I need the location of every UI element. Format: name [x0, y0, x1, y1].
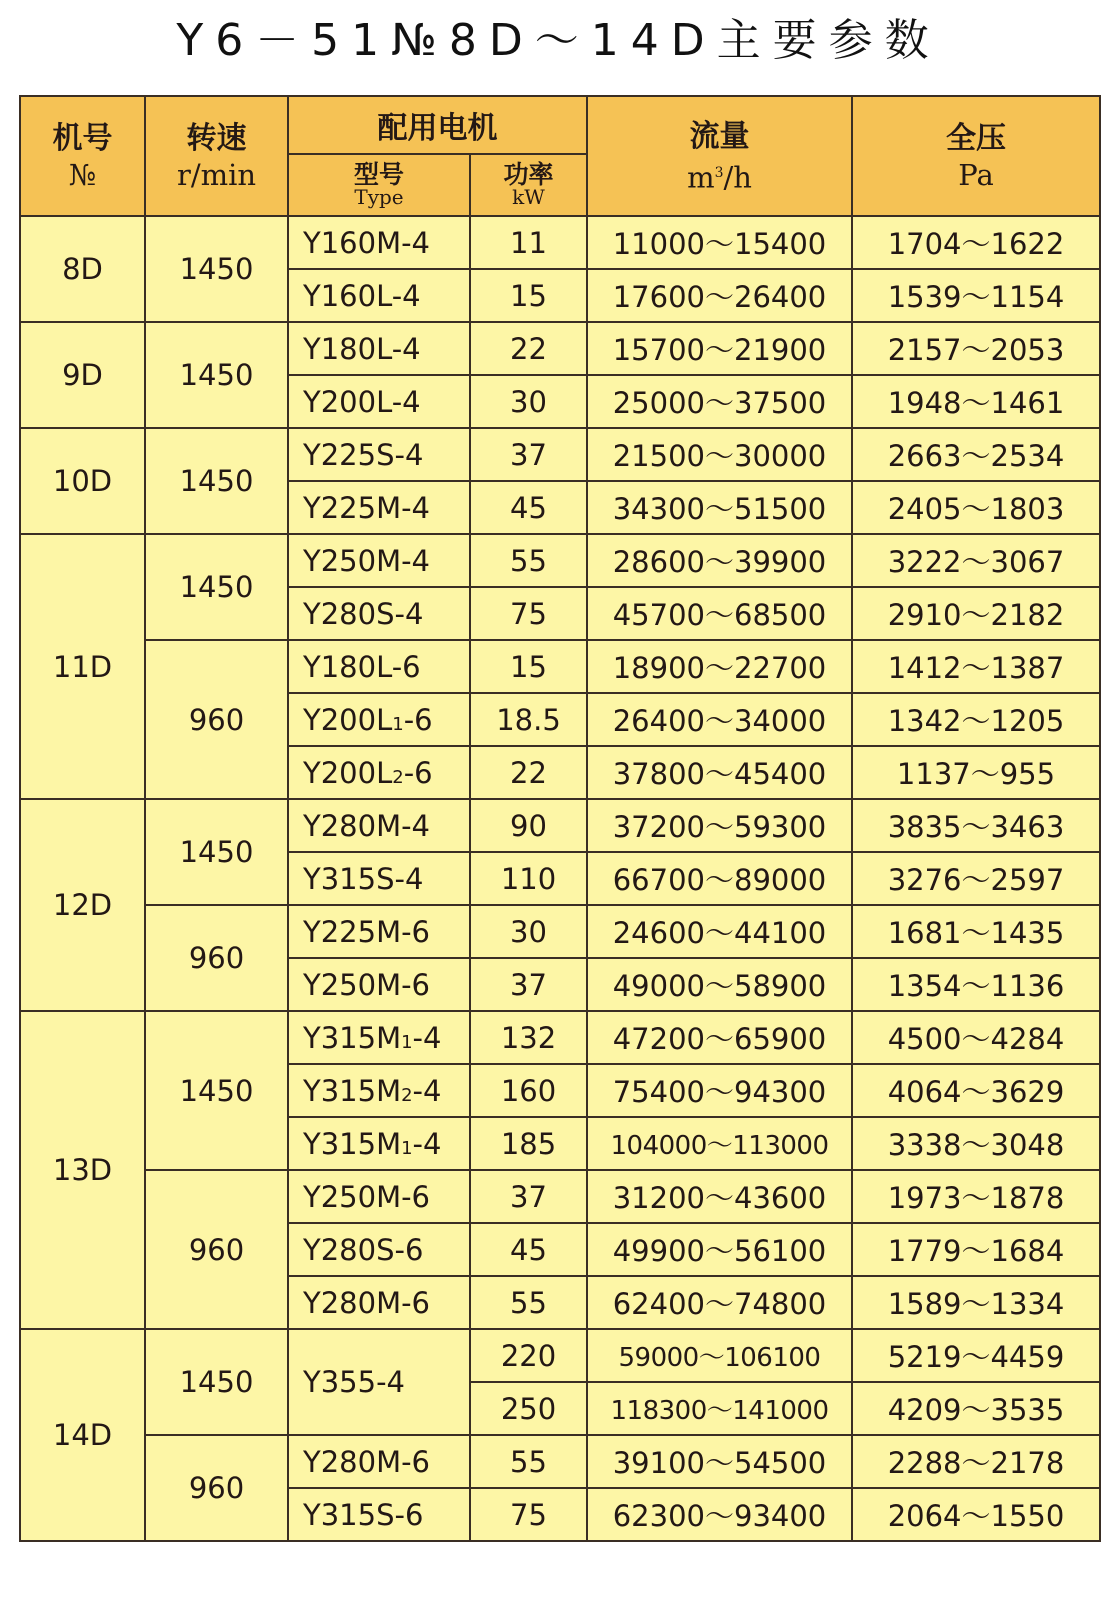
- power-cell: 110: [470, 852, 587, 905]
- motor-type-cell: [288, 269, 470, 322]
- power-cell: 22: [470, 322, 587, 375]
- flow-cell: 34300～51500: [587, 481, 852, 534]
- motor-type-cell: [288, 1170, 470, 1223]
- speed-cell: 960: [145, 1435, 288, 1541]
- speed-cell: 1450: [145, 799, 288, 905]
- table-row: [20, 640, 1100, 693]
- motor-type-cell: [288, 1064, 470, 1117]
- table-header: [20, 96, 1100, 216]
- pressure-cell: 3222～3067: [852, 534, 1100, 587]
- motor-type-suffix: -6: [403, 755, 433, 790]
- page-title: Y6－51№8D～14D主要参数: [176, 15, 941, 66]
- motor-type-cell: [288, 534, 470, 587]
- pressure-cell: 1354～1136: [852, 958, 1100, 1011]
- motor-type-cell: [288, 693, 470, 746]
- motor-type-text: Y160M-4: [303, 225, 431, 260]
- flow-cell: 118300～141000: [587, 1382, 852, 1435]
- pressure-cell: 4064～3629: [852, 1064, 1100, 1117]
- flow-cell: 62300～93400: [587, 1488, 852, 1541]
- power-cell: 15: [470, 640, 587, 693]
- table-row: [20, 216, 1100, 269]
- flow-cell: 28600～39900: [587, 534, 852, 587]
- pressure-cell: 1539～1154: [852, 269, 1100, 322]
- motor-type-cell: [288, 587, 470, 640]
- motor-type-cell: [288, 1435, 470, 1488]
- pressure-cell: 1973～1878: [852, 1170, 1100, 1223]
- flow-cell: 31200～43600: [587, 1170, 852, 1223]
- power-cell: 30: [470, 905, 587, 958]
- speed-cell: 1450: [145, 216, 288, 322]
- power-cell: 75: [470, 1488, 587, 1541]
- flow-cell: 49000～58900: [587, 958, 852, 1011]
- motor-type-subscript: 1: [401, 1137, 413, 1159]
- flow-cell: 15700～21900: [587, 322, 852, 375]
- pressure-cell: 1589～1334: [852, 1276, 1100, 1329]
- motor-type-text: Y200L: [303, 702, 393, 737]
- power-cell: 30: [470, 375, 587, 428]
- table-row: [20, 1011, 1100, 1064]
- pressure-cell: 1779～1684: [852, 1223, 1100, 1276]
- power-cell: 45: [470, 1223, 587, 1276]
- machine-no-cell: 11D: [20, 534, 145, 799]
- pressure-cell: 5219～4459: [852, 1329, 1100, 1382]
- motor-type-cell: [288, 1011, 470, 1064]
- pressure-cell: 2663～2534: [852, 428, 1100, 481]
- table-row: [20, 799, 1100, 852]
- motor-type-text: Y200L-4: [303, 384, 421, 419]
- motor-type-cell: [288, 1488, 470, 1541]
- motor-type-text: Y180L-4: [303, 331, 421, 366]
- machine-no-cell: 12D: [20, 799, 145, 1011]
- motor-type-text: Y225M-6: [303, 914, 431, 949]
- pressure-cell: 4209～3535: [852, 1382, 1100, 1435]
- pressure-cell: 3835～3463: [852, 799, 1100, 852]
- power-cell: 75: [470, 587, 587, 640]
- pressure-cell: 1342～1205: [852, 693, 1100, 746]
- motor-type-subscript: 2: [401, 1084, 413, 1106]
- flow-unit: $m^3/h$: [687, 160, 752, 195]
- power-cell: 185: [470, 1117, 587, 1170]
- motor-type-text: Y160L-4: [303, 278, 421, 313]
- table-body: [20, 216, 1100, 1541]
- motor-type-text: Y315M: [303, 1020, 402, 1055]
- motor-type-cell: [288, 428, 470, 481]
- motor-type-cell: [288, 746, 470, 799]
- header-model: 型号 Type: [288, 154, 470, 216]
- pressure-cell: 1704～1622: [852, 216, 1100, 269]
- pressure-cell: 2405～1803: [852, 481, 1100, 534]
- table-row: [20, 1329, 1100, 1382]
- power-cell: 37: [470, 958, 587, 1011]
- motor-type-cell: [288, 852, 470, 905]
- motor-type-subscript: 2: [392, 766, 404, 788]
- header-motor: 配用电机: [288, 96, 587, 154]
- motor-type-text: Y225S-4: [303, 437, 424, 472]
- flow-cell: 24600～44100: [587, 905, 852, 958]
- flow-cell: 21500～30000: [587, 428, 852, 481]
- power-cell: 55: [470, 1276, 587, 1329]
- motor-type-subscript: 1: [392, 713, 404, 735]
- table-row: [20, 428, 1100, 481]
- motor-type-subscript: 1: [401, 1031, 413, 1053]
- table-row: [20, 905, 1100, 958]
- flow-cell: 49900～56100: [587, 1223, 852, 1276]
- motor-type-cell: [288, 1223, 470, 1276]
- speed-cell: 960: [145, 640, 288, 799]
- motor-type-cell: [288, 640, 470, 693]
- header-pressure: 全压 Pa: [852, 96, 1100, 216]
- header-speed: 转速 r/min: [145, 96, 288, 216]
- motor-type-suffix: -4: [412, 1020, 442, 1055]
- power-cell: 55: [470, 534, 587, 587]
- parameters-table: [19, 95, 1101, 1542]
- power-cell: 22: [470, 746, 587, 799]
- motor-type-cell: [288, 1276, 470, 1329]
- power-cell: 90: [470, 799, 587, 852]
- motor-type-cell: [288, 322, 470, 375]
- motor-type-text: Y280S-6: [303, 1232, 424, 1267]
- flow-cell: 18900～22700: [587, 640, 852, 693]
- header-machine-no: 机号 №: [20, 96, 145, 216]
- flow-cell: 39100～54500: [587, 1435, 852, 1488]
- table-row: [20, 1170, 1100, 1223]
- machine-no-cell: 9D: [20, 322, 145, 428]
- flow-cell: 59000～106100: [587, 1329, 852, 1382]
- flow-cell: 37200～59300: [587, 799, 852, 852]
- motor-type-cell: [288, 958, 470, 1011]
- flow-cell: 11000～15400: [587, 216, 852, 269]
- motor-type-cell: [288, 905, 470, 958]
- motor-type-text: Y250M-6: [303, 967, 431, 1002]
- motor-type-text: Y315M: [303, 1073, 402, 1108]
- motor-type-cell: [288, 799, 470, 852]
- flow-cell: 47200～65900: [587, 1011, 852, 1064]
- motor-type-text: Y315S-6: [303, 1497, 424, 1532]
- flow-cell: 25000～37500: [587, 375, 852, 428]
- motor-type-cell: [288, 1117, 470, 1170]
- flow-cell: 37800～45400: [587, 746, 852, 799]
- header-power: 功率 kW: [470, 154, 587, 216]
- header-flow: 流量 $m^3/h$: [587, 96, 852, 216]
- pressure-cell: 4500～4284: [852, 1011, 1100, 1064]
- speed-cell: 1450: [145, 1329, 288, 1435]
- pressure-cell: 2064～1550: [852, 1488, 1100, 1541]
- flow-cell: 66700～89000: [587, 852, 852, 905]
- power-cell: 160: [470, 1064, 587, 1117]
- pressure-cell: 3276～2597: [852, 852, 1100, 905]
- pressure-cell: 1137～955: [852, 746, 1100, 799]
- flow-cell: 26400～34000: [587, 693, 852, 746]
- pressure-cell: 1681～1435: [852, 905, 1100, 958]
- pressure-cell: 2157～2053: [852, 322, 1100, 375]
- motor-type-cell: [288, 375, 470, 428]
- motor-type-text: Y280M-6: [303, 1285, 431, 1320]
- motor-type-cell: [288, 216, 470, 269]
- table-row: [20, 534, 1100, 587]
- motor-type-text: Y280M-6: [303, 1444, 431, 1479]
- motor-type-text: Y280M-4: [303, 808, 431, 843]
- motor-type-text: Y315S-4: [303, 861, 424, 896]
- motor-type-suffix: -4: [412, 1073, 442, 1108]
- motor-type-text: Y250M-6: [303, 1179, 431, 1214]
- motor-type-text: Y280S-4: [303, 596, 424, 631]
- motor-type-cell: [288, 1329, 470, 1435]
- machine-no-cell: 8D: [20, 216, 145, 322]
- power-cell: 45: [470, 481, 587, 534]
- motor-type-text: Y315M: [303, 1126, 402, 1161]
- speed-cell: 1450: [145, 428, 288, 534]
- power-cell: 15: [470, 269, 587, 322]
- motor-type-text: Y180L-6: [303, 649, 421, 684]
- table-row: [20, 1435, 1100, 1488]
- power-cell: 37: [470, 428, 587, 481]
- power-cell: 37: [470, 1170, 587, 1223]
- motor-type-text: Y250M-4: [303, 543, 431, 578]
- speed-cell: 1450: [145, 322, 288, 428]
- power-cell: 220: [470, 1329, 587, 1382]
- flow-cell: 62400～74800: [587, 1276, 852, 1329]
- power-cell: 250: [470, 1382, 587, 1435]
- speed-cell: 960: [145, 1170, 288, 1329]
- flow-cell: 45700～68500: [587, 587, 852, 640]
- power-cell: 55: [470, 1435, 587, 1488]
- power-cell: 18.5: [470, 693, 587, 746]
- pressure-cell: 1948～1461: [852, 375, 1100, 428]
- power-cell: 132: [470, 1011, 587, 1064]
- motor-type-cell: [288, 481, 470, 534]
- motor-type-text: Y225M-4: [303, 490, 431, 525]
- flow-cell: 17600～26400: [587, 269, 852, 322]
- speed-cell: 1450: [145, 1011, 288, 1170]
- speed-cell: 960: [145, 905, 288, 1011]
- motor-type-suffix: -4: [412, 1126, 442, 1161]
- machine-no-cell: 14D: [20, 1329, 145, 1541]
- pressure-cell: 2288～2178: [852, 1435, 1100, 1488]
- motor-type-suffix: -6: [403, 702, 433, 737]
- flow-cell: 104000～113000: [587, 1117, 852, 1170]
- machine-no-cell: 13D: [20, 1011, 145, 1329]
- pressure-cell: 1412～1387: [852, 640, 1100, 693]
- speed-cell: 1450: [145, 534, 288, 640]
- power-cell: 11: [470, 216, 587, 269]
- motor-type-text: Y355-4: [303, 1365, 405, 1399]
- machine-no-cell: 10D: [20, 428, 145, 534]
- flow-cell: 75400～94300: [587, 1064, 852, 1117]
- table-row: [20, 322, 1100, 375]
- pressure-cell: 2910～2182: [852, 587, 1100, 640]
- motor-type-text: Y200L: [303, 755, 393, 790]
- pressure-cell: 3338～3048: [852, 1117, 1100, 1170]
